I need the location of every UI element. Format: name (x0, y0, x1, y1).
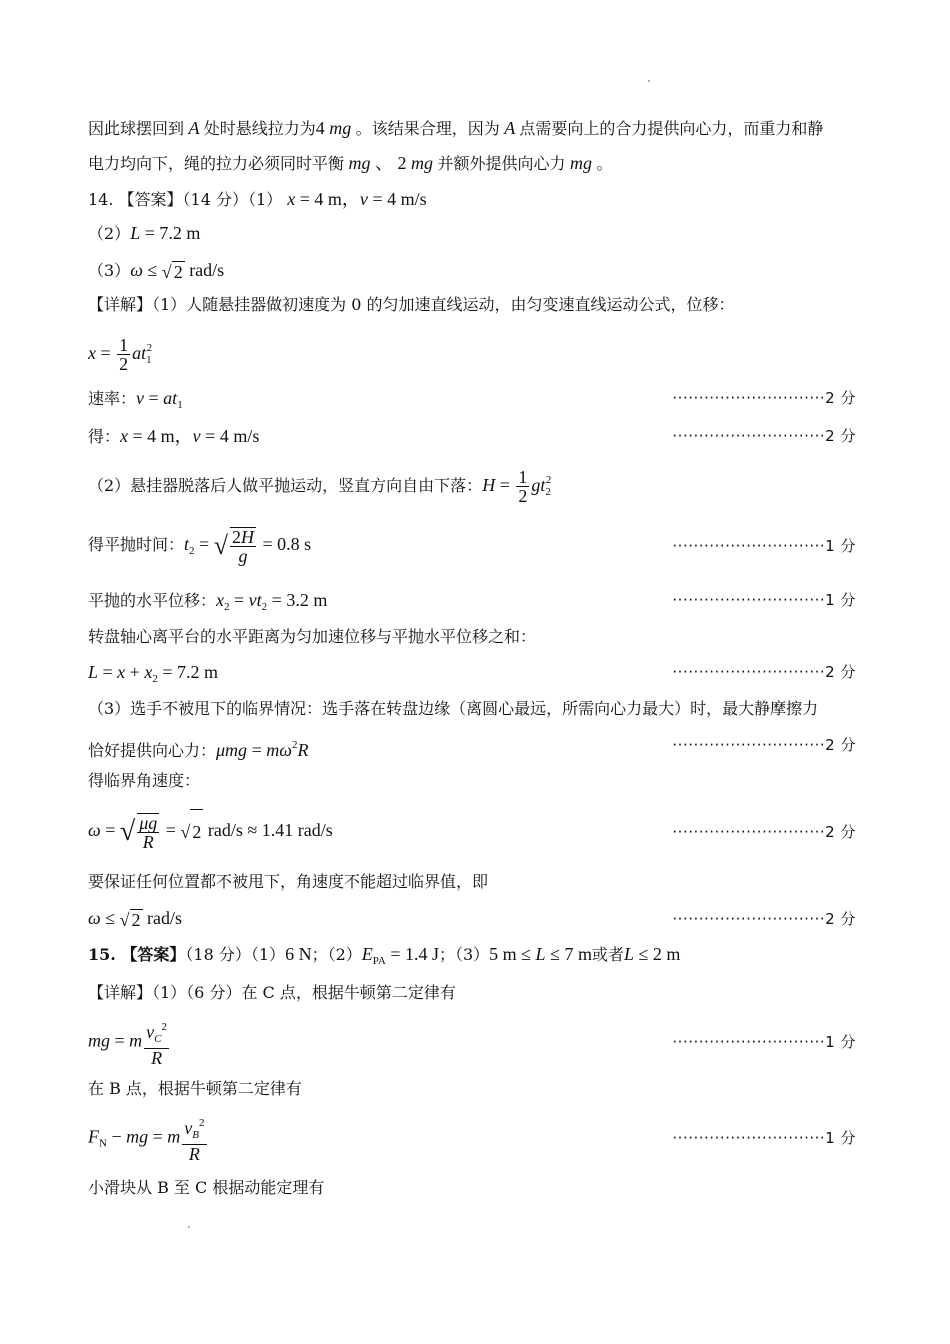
score-mark: ·····························2 分 (672, 823, 856, 841)
part-3-line: （3）选手不被甩下的临界情况：选手落在转盘边缘（离圆心最远，所需向心力最大）时，最大静摩擦力 (88, 699, 819, 718)
slide-line: 小滑块从 B 至 C 根据动能定理有 (88, 1178, 325, 1197)
score-mark: ·····························2 分 (672, 663, 856, 681)
score-mark: ·····························2 分 (672, 910, 856, 928)
score-mark: ·····························1 分 (672, 1033, 856, 1051)
q15-answer-line: 15. 【答案】（18 分）（1）6 N；$(2)E_{PA} = 1.4$ J；（3）5 m ≤ L ≤ 7 m或者L ≤ 2 m (88, 944, 681, 967)
score-mark: ·····························1 分 (672, 591, 856, 609)
part-2-line: （2）悬挂器脱落后人做平抛运动，竖直方向自由下落：H = $\frac{1}{2}$ $gt_2^2$ (88, 467, 552, 507)
x2-line: 平抛的水平位移：$x_2 = vt_2 = 3.2$ m (88, 590, 328, 613)
result-line: 得：x = 4 m，v = 4 m/s (88, 426, 260, 446)
q14-answer-2: （2）L = 7.2 m (88, 223, 201, 243)
score-mark: ·····························1 分 (672, 1129, 856, 1147)
eq-C: mg = m $\frac{v_C^2}{R}$ (88, 1018, 171, 1067)
score-mark: ·····························2 分 (672, 427, 856, 445)
text: 电力均向下，绳的拉力必须同时平衡 (88, 154, 345, 173)
t2-line: 得平抛时间：$t_2$ = √ $\frac{2H}{g}$ = 0.8 s (88, 526, 312, 566)
omega-label: 得临界角速度： (88, 771, 201, 790)
q14-answer-line: 14. 【答案】（14 分）（1） x = 4 m，v = 4 m/s (88, 189, 427, 209)
q14-answer-3: （3）ω ≤ √ 2 rad/s (88, 260, 225, 283)
text: 并额外提供向心力 (437, 154, 566, 173)
text: 。该结果合理，因为 (355, 119, 500, 138)
q14-head: 14. 【答案】（14 分）（1） (88, 190, 283, 209)
text: 点需要向上的合力提供向心力，而重力和静 (519, 119, 824, 138)
score-mark: ·····························2 分 (672, 736, 856, 754)
eq-B: $F_N$ − mg = m $\frac{v_B^2}{R}$ (88, 1114, 209, 1166)
omega-eq: ω = √ $\frac{\mu g}{R}$ = √ 2 rad/s ≈ 1.41 rad/s (88, 808, 333, 854)
friction-line: 恰好提供向心力：$\mu mg = m\omega^2R$ (88, 739, 309, 760)
speck-dot (648, 80, 650, 82)
text: 处时悬线拉力为 (203, 119, 316, 138)
score-mark: ·····························2 分 (672, 389, 856, 407)
eq-displacement: x = $\frac{1}{2}$ $at_1^2$ (88, 335, 153, 375)
speed-line: 速率：$v = at_1$ (88, 388, 183, 411)
B-text: 在 B 点，根据牛顿第二定律有 (88, 1079, 302, 1098)
final-14: ω ≤ √ 2 rad/s (88, 908, 182, 931)
score-mark: ·····························1 分 (672, 537, 856, 555)
L-eq: $L = x + x_2 = 7.2$ m (88, 662, 218, 685)
ensure-line: 要保证任何位置都不被甩下，角速度不能超过临界值，即 (88, 872, 489, 891)
paragraph-line-1: 因此球摆回到 A 处时悬线拉力为4 mg 。该结果合理，因为 A 点需要向上的合力提供向心力，而重力和静 (88, 118, 824, 138)
detail-15-intro: 【详解】（1）（6 分）在 C 点，根据牛顿第二定律有 (88, 983, 456, 1002)
L-text: 转盘轴心离平台的水平距离为匀加速位移与平抛水平位移之和： (88, 627, 537, 646)
paragraph-line-2: 电力均向下，绳的拉力必须同时平衡 mg 、 2 mg 并额外提供向心力 mg 。 (88, 153, 613, 173)
speck-dot (188, 1226, 190, 1228)
text: 因此球摆回到 (88, 119, 185, 138)
detail-14-intro: 【详解】（1）人随悬挂器做初速度为 0 的匀加速直线运动，由匀变速直线运动公式，位移： (88, 295, 735, 314)
